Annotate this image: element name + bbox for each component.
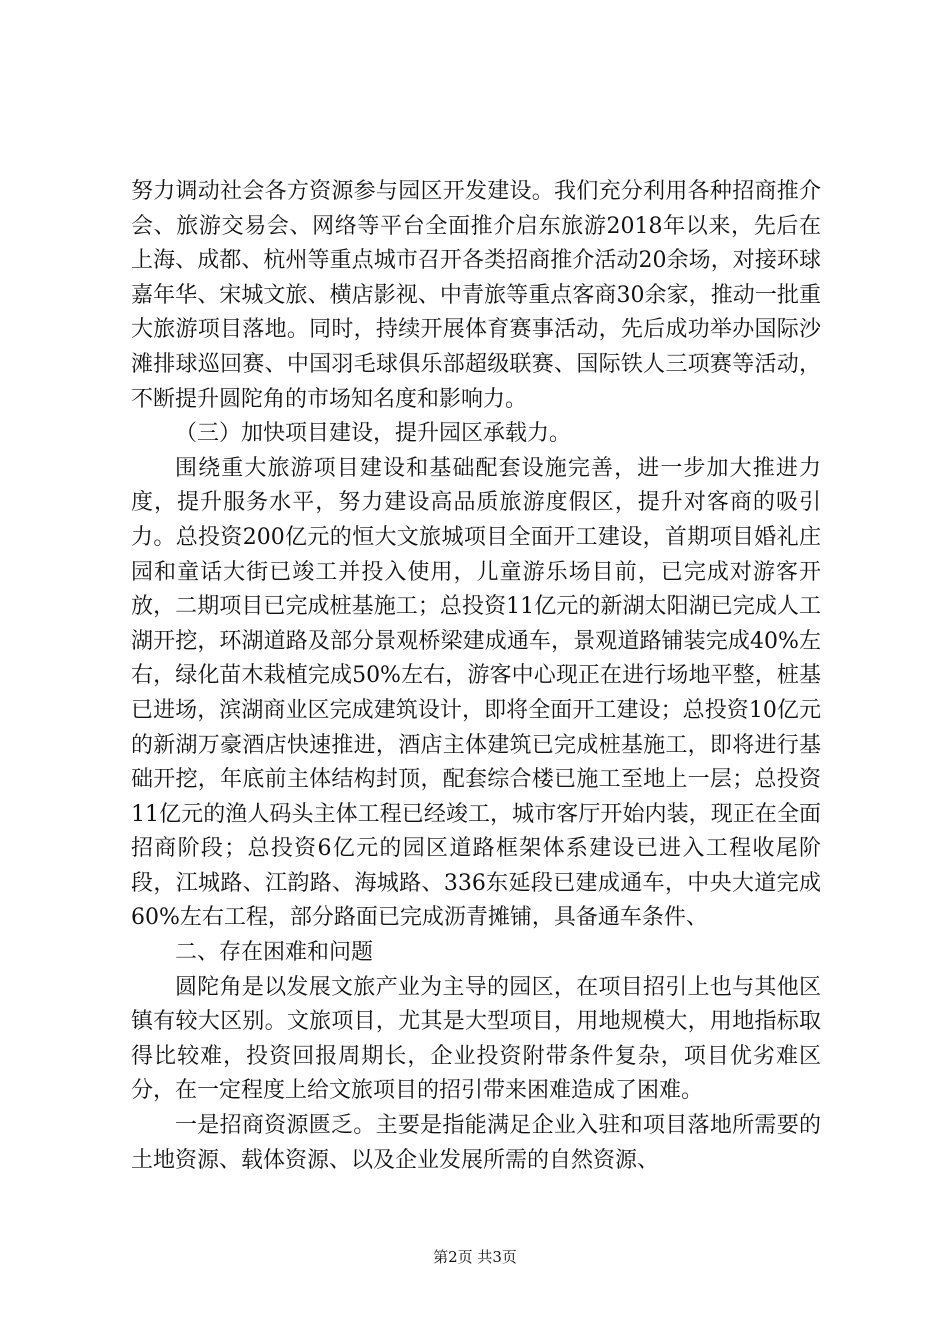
paragraph-4: 一是招商资源匮乏。主要是指能满足企业入驻和项目落地所需要的土地资源、载体资源、以及企业发展所需的自然资源、 — [131, 1113, 821, 1173]
page-footer: 第2页 共3页 — [433, 1248, 517, 1266]
paragraph-1: 努力调动社会各方资源参与园区开发建设。我们充分利用各种招商推介会、旅游交易会、网络等平台全面推介启东旅游2018年以来，先后在上海、成都、杭州等重点城市召开各类招商推介活动20余场，对接环球嘉年华、宋城文旅、横店影视、中青旅等重点客商30余家，推动一批重大旅游项目落地。同时，持续开展体育赛事活动，先后成功举办国际沙滩排球巡回赛、中国羽毛球俱乐部超级联赛、国际铁人三项赛等活动，不断提升圆陀角的市场知名度和影响力。 — [131, 179, 821, 412]
document-body — [131, 175, 821, 1178]
section-heading-2: 二、存在困难和问题 — [175, 940, 374, 966]
paragraph-3: 圆陀角是以发展文旅产业为主导的园区，在项目招引上也与其他区镇有较大区别。文旅项目，尤其是大型项目，用地规模大，用地指标取得比较难，投资回报周期长，企业投资附带条件复杂，项目优劣难区分，在一定程度上给文旅项目的招引带来困难造成了困难。 — [131, 974, 821, 1104]
section-heading-3: （三）加快项目建设，提升园区承载力。 — [175, 421, 572, 447]
paragraph-2: 围绕重大旅游项目建设和基础配套设施完善，进一步加大推进力度，提升服务水平，努力建设高品质旅游度假区，提升对客商的吸引力。总投资200亿元的恒大文旅城项目全面开工建设，首期项目婚礼庄园和童话大街已竣工并投入使用，儿童游乐场目前，已完成对游客开放，二期项目已完成桩基施工；总投资11亿元的新湖太阳湖已完成人工湖开挖，环湖道路及部分景观桥梁建成通车，景观道路铺装完成40%左右，绿化苗木栽植完成50%左右，游客中心现正在进行场地平整，桩基已进场，滨湖商业区完成建筑设计，即将全面开工建设；总投资10亿元的新湖万豪酒店快速推进，酒店主体建筑已完成桩基施工，即将进行基础开挖，年底前主体结构封顶，配套综合楼已施工至地上一层；总投资11亿元的渔人码头主体工程已经竣工，城市客厅开始内装，现正在全面招商阶段；总投资6亿元的园区道路框架体系建设已进入工程收尾阶段，江城路、江韵路、海城路、336东延段已建成通车，中央大道完成60%左右工程，部分路面已完成沥青摊铺，具备通车条件、 — [131, 455, 821, 931]
